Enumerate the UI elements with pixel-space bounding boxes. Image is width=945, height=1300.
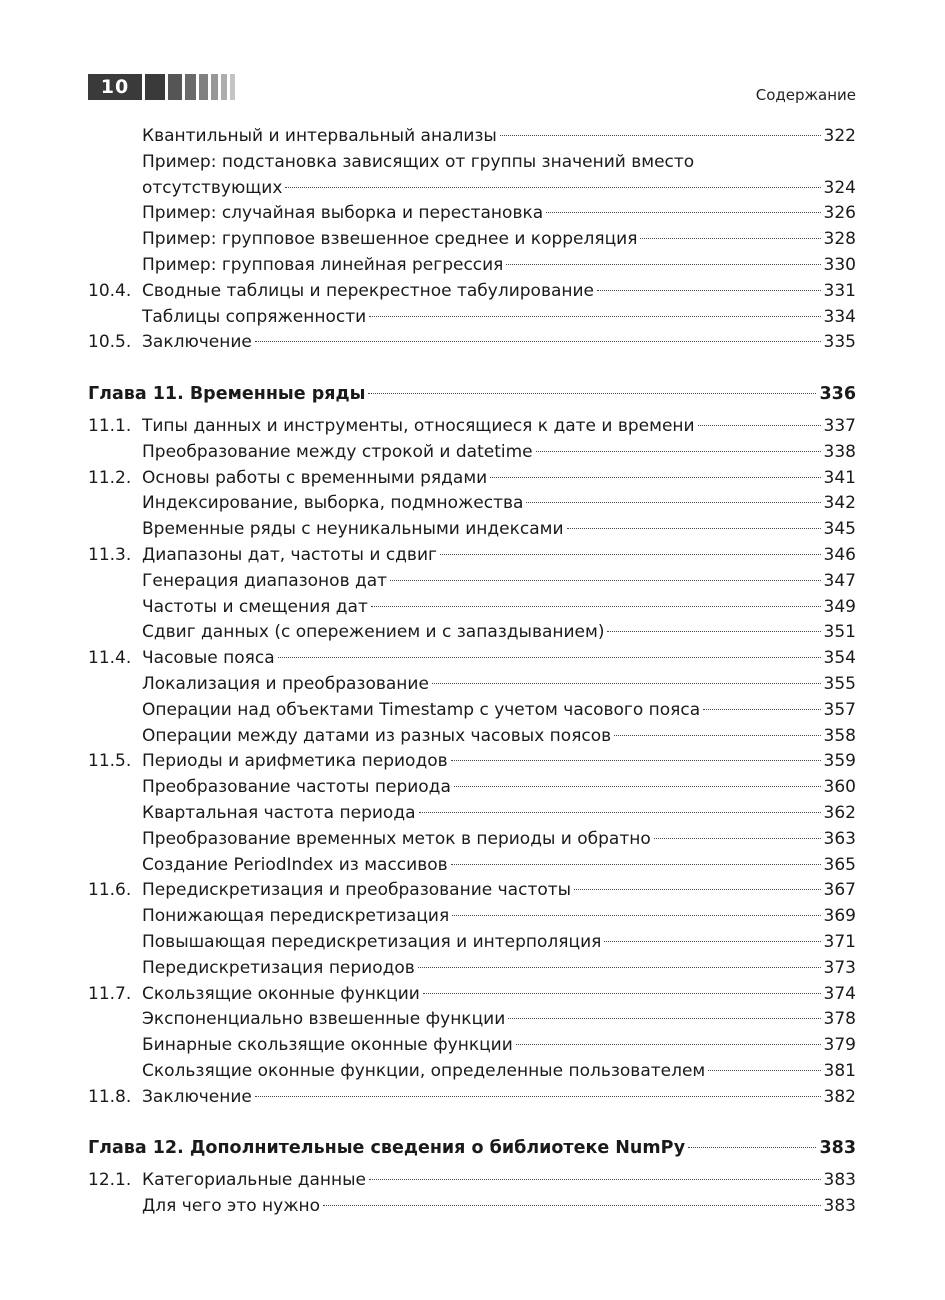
toc-section-number: 10.5. bbox=[88, 332, 132, 353]
dot-leader bbox=[607, 631, 820, 632]
toc-page-number: 326 bbox=[823, 203, 856, 224]
toc-title: Преобразование временных меток в периоды и обратно bbox=[142, 828, 651, 849]
toc-page-number: 367 bbox=[823, 880, 856, 901]
toc-title: Бинарные скользящие оконные функции bbox=[142, 1035, 513, 1056]
dot-leader bbox=[516, 1044, 821, 1045]
toc-entry bbox=[88, 982, 856, 1008]
dot-leader bbox=[640, 238, 820, 239]
toc-title: Частоты и смещения дат bbox=[142, 596, 368, 617]
toc-section-number: 10.4. bbox=[88, 280, 132, 301]
toc-page-number: 349 bbox=[823, 596, 856, 617]
toc-section-number: 11.3. bbox=[88, 544, 132, 565]
toc-title: Повышающая передискретизация и интерполяция bbox=[142, 931, 602, 952]
toc-title: Сдвиг данных (с опережением и с запаздыванием) bbox=[142, 622, 605, 643]
toc-entry bbox=[88, 201, 856, 227]
dot-leader bbox=[390, 580, 820, 581]
toc-entry bbox=[88, 124, 856, 150]
toc-entry bbox=[88, 904, 856, 930]
dot-leader bbox=[574, 889, 820, 890]
toc-title-line-2 bbox=[88, 176, 856, 202]
dot-leader bbox=[604, 941, 820, 942]
toc-title: Передискретизация периодов bbox=[142, 957, 415, 978]
toc-entry bbox=[88, 150, 856, 202]
dot-leader bbox=[451, 760, 821, 761]
toc-entry bbox=[88, 1033, 856, 1059]
toc-page-number: 338 bbox=[823, 441, 856, 462]
toc-page-number: 379 bbox=[823, 1035, 856, 1056]
toc-title: Заключение bbox=[142, 1086, 252, 1107]
dot-leader bbox=[526, 502, 820, 503]
header-stripe bbox=[185, 74, 196, 100]
running-head: Содержание bbox=[755, 86, 856, 104]
header-stripe bbox=[168, 74, 182, 100]
toc-page-number: 345 bbox=[823, 519, 856, 540]
toc-entry bbox=[88, 305, 856, 331]
toc-section-number: 11.6. bbox=[88, 880, 132, 901]
dot-leader bbox=[506, 264, 820, 265]
dot-leader bbox=[703, 709, 820, 710]
toc-page-number: 383 bbox=[819, 1138, 856, 1159]
toc-page-number: 337 bbox=[823, 415, 856, 436]
toc-entry bbox=[88, 749, 856, 775]
toc-title: Таблицы сопряженности bbox=[142, 306, 367, 327]
dot-leader bbox=[371, 606, 821, 607]
header-stripe bbox=[230, 74, 235, 100]
toc-title: Заключение bbox=[142, 332, 252, 353]
toc-page-number: 334 bbox=[823, 306, 856, 327]
dot-leader bbox=[708, 1070, 820, 1071]
dot-leader bbox=[423, 993, 821, 994]
dot-leader bbox=[323, 1205, 820, 1206]
toc-section-number: 11.2. bbox=[88, 467, 132, 488]
dot-leader bbox=[614, 735, 820, 736]
toc-page-number: 382 bbox=[823, 1086, 856, 1107]
toc-section-number: 11.4. bbox=[88, 648, 132, 669]
toc-page-number: 346 bbox=[823, 544, 856, 565]
toc-title: Создание PeriodIndex из массивов bbox=[142, 854, 448, 875]
dot-leader bbox=[255, 1096, 821, 1097]
dot-leader bbox=[255, 341, 821, 342]
dot-leader bbox=[490, 477, 820, 478]
toc-page-number: 360 bbox=[823, 777, 856, 798]
toc-page-number: 351 bbox=[823, 622, 856, 643]
toc-page-number: 381 bbox=[823, 1060, 856, 1081]
dot-leader bbox=[567, 528, 821, 529]
dot-leader bbox=[278, 657, 821, 658]
toc-page-number: 331 bbox=[823, 280, 856, 301]
dot-leader bbox=[285, 187, 820, 188]
toc-page-number: 347 bbox=[823, 570, 856, 591]
toc-title-line-1: Пример: подстановка зависящих от группы значений вместо bbox=[142, 151, 695, 172]
table-of-contents bbox=[88, 124, 856, 1220]
toc-title: Скользящие оконные функции, определенные пользователем bbox=[142, 1060, 706, 1081]
toc-title: Понижающая передискретизация bbox=[142, 906, 450, 927]
toc-title: Передискретизация и преобразование частоты bbox=[142, 880, 572, 901]
toc-title: Категориальные данные bbox=[142, 1170, 367, 1191]
toc-page-number: 336 bbox=[819, 384, 856, 405]
toc-page-number: 342 bbox=[823, 493, 856, 514]
toc-page-number: 363 bbox=[823, 828, 856, 849]
dot-leader bbox=[419, 812, 821, 813]
toc-page-number: 378 bbox=[823, 1009, 856, 1030]
toc-title: Преобразование между строкой и datetime bbox=[142, 441, 533, 462]
chapter-title: Глава 11. Временные ряды bbox=[88, 384, 366, 405]
toc-section-number: 11.8. bbox=[88, 1086, 132, 1107]
toc-chapter-entry bbox=[88, 382, 856, 408]
page-number: 10 bbox=[88, 74, 142, 100]
toc-entry bbox=[88, 466, 856, 492]
toc-title: Пример: случайная выборка и перестановка bbox=[142, 203, 544, 224]
toc-entry bbox=[88, 517, 856, 543]
toc-title: Пример: групповое взвешенное среднее и корреляция bbox=[142, 229, 638, 250]
toc-title: Преобразование частоты периода bbox=[142, 777, 451, 798]
toc-entry bbox=[88, 414, 856, 440]
toc-entry bbox=[88, 698, 856, 724]
toc-title: Генерация диапазонов дат bbox=[142, 570, 388, 591]
dot-leader bbox=[369, 316, 820, 317]
toc-page-number: 322 bbox=[823, 126, 856, 146]
dot-leader bbox=[452, 915, 820, 916]
toc-title: отсутствующих bbox=[142, 177, 283, 198]
header-stripe bbox=[145, 74, 165, 100]
toc-title: Экспоненциально взвешенные функции bbox=[142, 1009, 506, 1030]
toc-entry bbox=[88, 1085, 856, 1111]
toc-title: Операции над объектами Timestamp с учетом часового пояса bbox=[142, 699, 701, 720]
toc-entry bbox=[88, 930, 856, 956]
toc-page-number: 335 bbox=[823, 332, 856, 353]
toc-entry bbox=[88, 440, 856, 466]
toc-section-number: 12.1. bbox=[88, 1170, 132, 1191]
toc-page-number: 374 bbox=[823, 983, 856, 1004]
toc-entry bbox=[88, 595, 856, 621]
dot-leader bbox=[418, 967, 821, 968]
toc-title: Временные ряды с неуникальными индексами bbox=[142, 519, 564, 540]
toc-entry bbox=[88, 279, 856, 305]
toc-section-number: 11.7. bbox=[88, 983, 132, 1004]
toc-page-number: 362 bbox=[823, 802, 856, 823]
dot-leader bbox=[440, 554, 821, 555]
toc-chapter-entry bbox=[88, 1136, 856, 1162]
toc-title: Скользящие оконные функции bbox=[142, 983, 420, 1004]
toc-page-number: 328 bbox=[823, 229, 856, 250]
toc-title: Квантильный и интервальный анализы bbox=[142, 126, 497, 146]
toc-entry bbox=[88, 620, 856, 646]
toc-entry bbox=[88, 1007, 856, 1033]
toc-page-number: 359 bbox=[823, 751, 856, 772]
dot-leader bbox=[369, 1179, 821, 1180]
toc-entry bbox=[88, 724, 856, 750]
dot-leader bbox=[508, 1018, 820, 1019]
toc-entry bbox=[88, 253, 856, 279]
toc-entry bbox=[88, 227, 856, 253]
toc-entry bbox=[88, 543, 856, 569]
toc-page-number: 341 bbox=[823, 467, 856, 488]
toc-title: Для чего это нужно bbox=[142, 1196, 321, 1217]
dot-leader bbox=[536, 451, 821, 452]
toc-page-number: 330 bbox=[823, 254, 856, 275]
toc-title: Операции между датами из разных часовых поясов bbox=[142, 725, 612, 746]
toc-title: Основы работы с временными рядами bbox=[142, 467, 488, 488]
toc-entry bbox=[88, 1194, 856, 1220]
dot-leader bbox=[546, 212, 820, 213]
dot-leader bbox=[597, 290, 821, 291]
toc-entry bbox=[88, 646, 856, 672]
dot-leader bbox=[654, 838, 821, 839]
toc-entry bbox=[88, 569, 856, 595]
header-stripe bbox=[211, 74, 218, 100]
toc-title: Пример: групповая линейная регрессия bbox=[142, 254, 504, 275]
chapter-title: Глава 12. Дополнительные сведения о библиотеке NumPy bbox=[88, 1138, 686, 1159]
toc-page-number: 365 bbox=[823, 854, 856, 875]
toc-title: Индексирование, выборка, подмножества bbox=[142, 493, 524, 514]
dot-leader bbox=[698, 425, 821, 426]
toc-section-number: 11.5. bbox=[88, 751, 132, 772]
toc-page-number: 383 bbox=[823, 1170, 856, 1191]
toc-page-number: 383 bbox=[823, 1196, 856, 1217]
toc-page-number: 354 bbox=[823, 648, 856, 669]
toc-page-number: 358 bbox=[823, 725, 856, 746]
toc-page-number: 355 bbox=[823, 673, 856, 694]
dot-leader bbox=[688, 1147, 816, 1148]
toc-title: Часовые пояса bbox=[142, 648, 275, 669]
toc-section-number: 11.1. bbox=[88, 415, 132, 436]
page-header bbox=[88, 74, 856, 104]
toc-entry bbox=[88, 330, 856, 356]
toc-title: Диапазоны дат, частоты и сдвиг bbox=[142, 544, 437, 565]
toc-entry bbox=[88, 801, 856, 827]
header-stripe bbox=[199, 74, 208, 100]
chapter-spacer bbox=[88, 356, 856, 382]
toc-entry bbox=[88, 672, 856, 698]
dot-leader bbox=[454, 786, 821, 787]
toc-entry bbox=[88, 853, 856, 879]
toc-title: Периоды и арифметика периодов bbox=[142, 751, 448, 772]
toc-entry bbox=[88, 491, 856, 517]
toc-title: Квартальная частота периода bbox=[142, 802, 416, 823]
toc-page-number: 357 bbox=[823, 699, 856, 720]
dot-leader bbox=[451, 864, 821, 865]
toc-entry bbox=[88, 1168, 856, 1194]
toc-entry bbox=[88, 956, 856, 982]
toc-title: Сводные таблицы и перекрестное табулирование bbox=[142, 280, 595, 301]
toc-page-number: 369 bbox=[823, 906, 856, 927]
toc-page-number: 373 bbox=[823, 957, 856, 978]
dot-leader bbox=[368, 393, 816, 394]
toc-entry bbox=[88, 775, 856, 801]
toc-title: Локализация и преобразование bbox=[142, 673, 429, 694]
toc-title: Типы данных и инструменты, относящиеся к дате и времени bbox=[142, 415, 695, 436]
toc-entry bbox=[88, 827, 856, 853]
dot-leader bbox=[500, 135, 821, 136]
toc-entry bbox=[88, 1059, 856, 1085]
toc-page-number: 324 bbox=[823, 177, 856, 198]
toc-page-number: 371 bbox=[823, 931, 856, 952]
chapter-spacer bbox=[88, 1110, 856, 1136]
toc-entry bbox=[88, 878, 856, 904]
dot-leader bbox=[432, 683, 821, 684]
header-stripe bbox=[221, 74, 227, 100]
